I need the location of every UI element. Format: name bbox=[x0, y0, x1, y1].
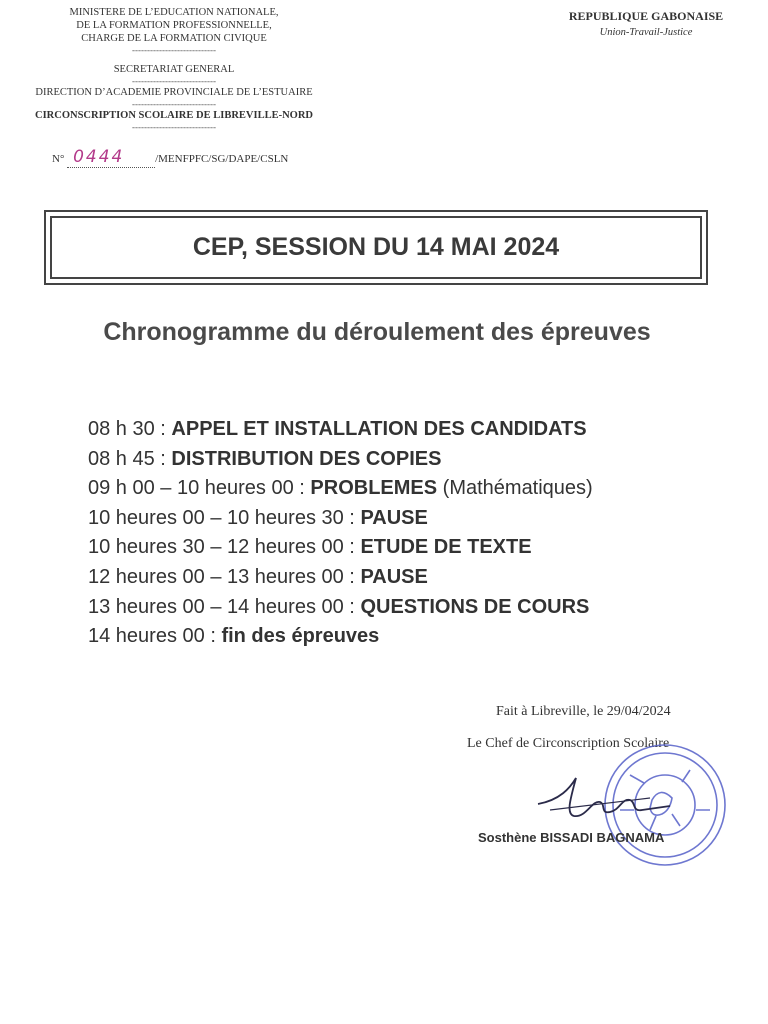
schedule-time: 08 h 45 : bbox=[88, 447, 166, 470]
ministry-line-3: CHARGE DE LA FORMATION CIVIQUE bbox=[81, 33, 267, 44]
schedule-time: 13 heures 00 – 14 heures 00 : bbox=[88, 595, 355, 618]
ministry-line-2: DE LA FORMATION PROFESSIONNELLE, bbox=[76, 20, 272, 31]
schedule-time: 09 h 00 – 10 heures 00 : bbox=[88, 477, 305, 500]
schedule-row bbox=[88, 418, 593, 448]
national-motto: Union-Travail-Justice bbox=[599, 27, 693, 38]
handwritten-signature-icon bbox=[530, 770, 680, 830]
ministry-line-1: MINISTERE DE L’EDUCATION NATIONALE, bbox=[69, 7, 279, 18]
schedule-activity: PAUSE bbox=[360, 506, 428, 529]
separator: ---------------------------- bbox=[132, 76, 216, 86]
country-name: REPUBLIQUE GABONAISE bbox=[568, 9, 724, 23]
schedule-time: 08 h 30 : bbox=[88, 418, 166, 440]
schedule-time: 10 heures 00 – 10 heures 30 : bbox=[88, 506, 355, 529]
separator: ---------------------------- bbox=[132, 45, 216, 55]
reference-number bbox=[52, 147, 288, 168]
title-box bbox=[44, 210, 708, 285]
schedule-time: 10 heures 30 – 12 heures 00 : bbox=[88, 536, 355, 559]
republic-header bbox=[556, 9, 736, 38]
direction-label: DIRECTION D’ACADEMIE PROVINCIALE DE L’ESTUAIRE bbox=[35, 87, 313, 98]
ref-prefix: N° bbox=[52, 153, 65, 165]
schedule-row bbox=[88, 448, 593, 478]
schedule-row bbox=[88, 536, 593, 566]
schedule-time: 14 heures 00 : bbox=[88, 625, 216, 648]
schedule-activity: APPEL ET INSTALLATION DES CANDIDATS bbox=[171, 418, 587, 440]
circonscription-label: CIRCONSCRIPTION SCOLAIRE DE LIBREVILLE-NORD bbox=[34, 110, 313, 121]
schedule-row bbox=[88, 507, 593, 537]
ministry-header bbox=[14, 6, 334, 132]
secretariat-label: SECRETARIAT GENERAL bbox=[113, 64, 235, 75]
signatory-title: Le Chef de Circonscription Scolaire bbox=[467, 736, 670, 751]
schedule-note: (Mathématiques) bbox=[442, 477, 593, 500]
schedule-activity: fin des épreuves bbox=[221, 625, 380, 648]
schedule-row bbox=[88, 625, 593, 655]
schedule-activity: DISTRIBUTION DES COPIES bbox=[171, 447, 442, 470]
schedule-activity: ETUDE DE TEXTE bbox=[360, 536, 532, 559]
schedule-row bbox=[88, 477, 593, 507]
schedule-time: 12 heures 00 – 13 heures 00 : bbox=[88, 565, 355, 588]
exam-title: CEP, SESSION DU 14 MAI 2024 bbox=[50, 216, 702, 279]
signature-date: Fait à Libreville, le 29/04/2024 bbox=[496, 704, 671, 719]
ref-suffix: /MENFPFC/SG/DAPE/CSLN bbox=[155, 153, 289, 165]
schedule-row bbox=[88, 566, 593, 596]
schedule-row bbox=[88, 596, 593, 626]
schedule-activity: QUESTIONS DE COURS bbox=[360, 595, 590, 618]
ref-handwritten-number: 0444 bbox=[67, 147, 155, 168]
schedule-activity: PROBLEMES bbox=[310, 477, 438, 500]
document-subtitle: Chronogramme du déroulement des épreuves bbox=[103, 318, 651, 346]
schedule-list bbox=[88, 418, 593, 655]
separator: ---------------------------- bbox=[132, 122, 216, 132]
separator: ---------------------------- bbox=[132, 99, 216, 109]
signer-name: Sosthène BISSADI BAGNAMA bbox=[478, 830, 665, 845]
schedule-activity: PAUSE bbox=[360, 565, 428, 588]
